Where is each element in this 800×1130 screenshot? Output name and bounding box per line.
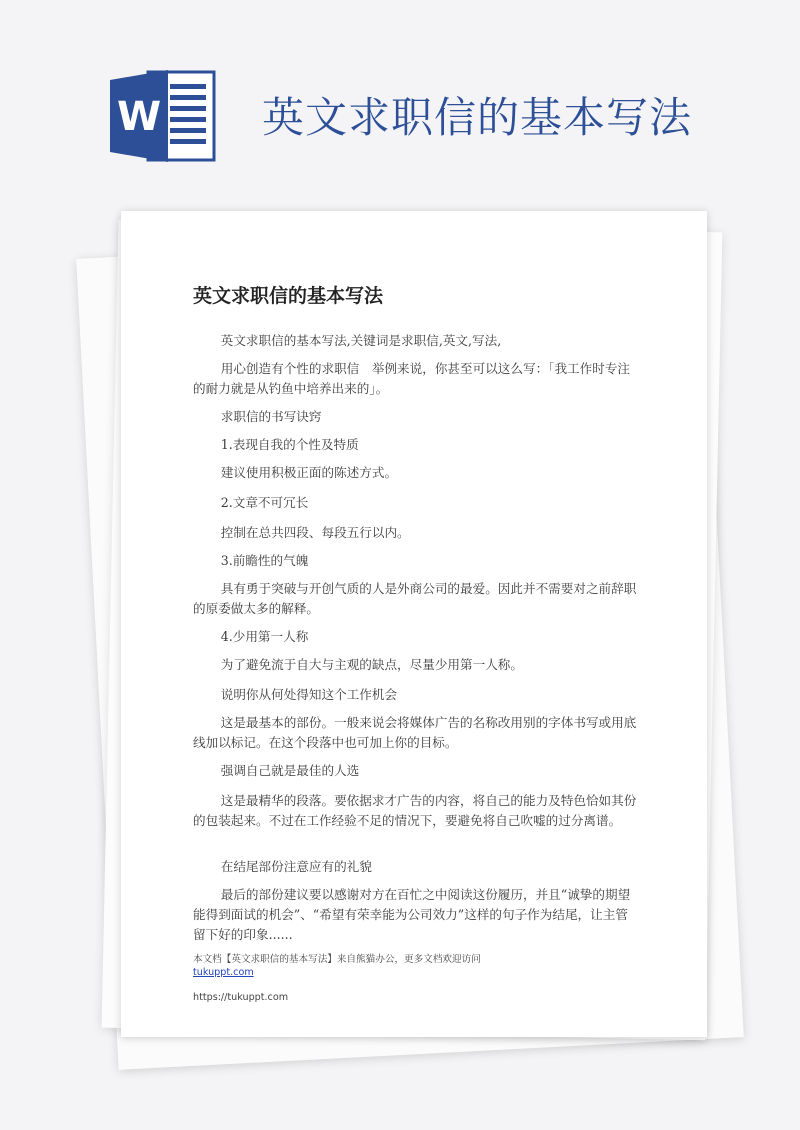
footer-url: https://tukuppt.com (193, 992, 289, 1003)
footer-note: 本文档【英文求职信的基本写法】来自熊猫办公，更多文档欢迎访问 (193, 954, 481, 965)
paragraph: 英文求职信的基本写法,关键词是求职信,英文,写法, (220, 333, 502, 348)
banner-title: 英文求职信的基本写法 (262, 93, 693, 142)
section-heading: 4.少用第一人称 (220, 629, 309, 644)
paragraph: 这是最精华的段落。要依据求才广告的内容，将自己的能力及特色恰如其份的包装起来。不过在工作经验不足的情况下，要避免将自己吹嘘的过分离谱。 (193, 793, 637, 828)
section-heading: 在结尾部份注意应有的礼貌 (220, 859, 372, 874)
paragraph: 用心创造有个性的求职信 举例来说，你甚至可以这么写：「我工作时专注的耐力就是从钓鱼中培养出来的」。 (193, 361, 631, 396)
section-heading: 强调自己就是最佳的人选 (220, 763, 360, 778)
section-heading: 2.文章不可冗长 (220, 495, 309, 510)
word-document-icon (110, 70, 220, 162)
paragraph: 控制在总共四段、每段五行以内。 (220, 525, 410, 540)
paragraph: 为了避免流于自大与主观的缺点，尽量少用第一人称。 (220, 657, 523, 672)
paragraph: 最后的部份建议要以感谢对方在百忙之中阅读这份履历，并且“诚挚的期望能得到面试的机会”、“希望有荣幸能为公司效力”这样的句子作为结尾，让主管留下好的印象...... (193, 887, 631, 942)
paragraph: 具有勇于突破与开创气质的人是外商公司的最爱。因此并不需要对之前辞职的原委做太多的解释。 (193, 581, 637, 616)
section-heading: 1.表现自我的个性及特质 (220, 437, 359, 452)
word-icon-letter: W (116, 94, 162, 140)
section-heading: 3.前瞻性的气魄 (220, 553, 309, 568)
footer-link[interactable]: tukuppt.com (193, 967, 254, 978)
paragraph: 建议使用积极正面的陈述方式。 (220, 465, 398, 480)
document-page (121, 211, 707, 1037)
paragraph: 这是最基本的部份。一般来说会将媒体广告的名称改用别的字体书写或用底线加以标记。在这个段落中也可加上你的目标。 (193, 715, 637, 750)
section-heading: 求职信的书写诀窍 (220, 409, 322, 424)
header-banner (0, 0, 800, 200)
section-heading: 说明你从何处得知这个工作机会 (220, 687, 398, 702)
page-heading: 英文求职信的基本写法 (193, 285, 384, 307)
